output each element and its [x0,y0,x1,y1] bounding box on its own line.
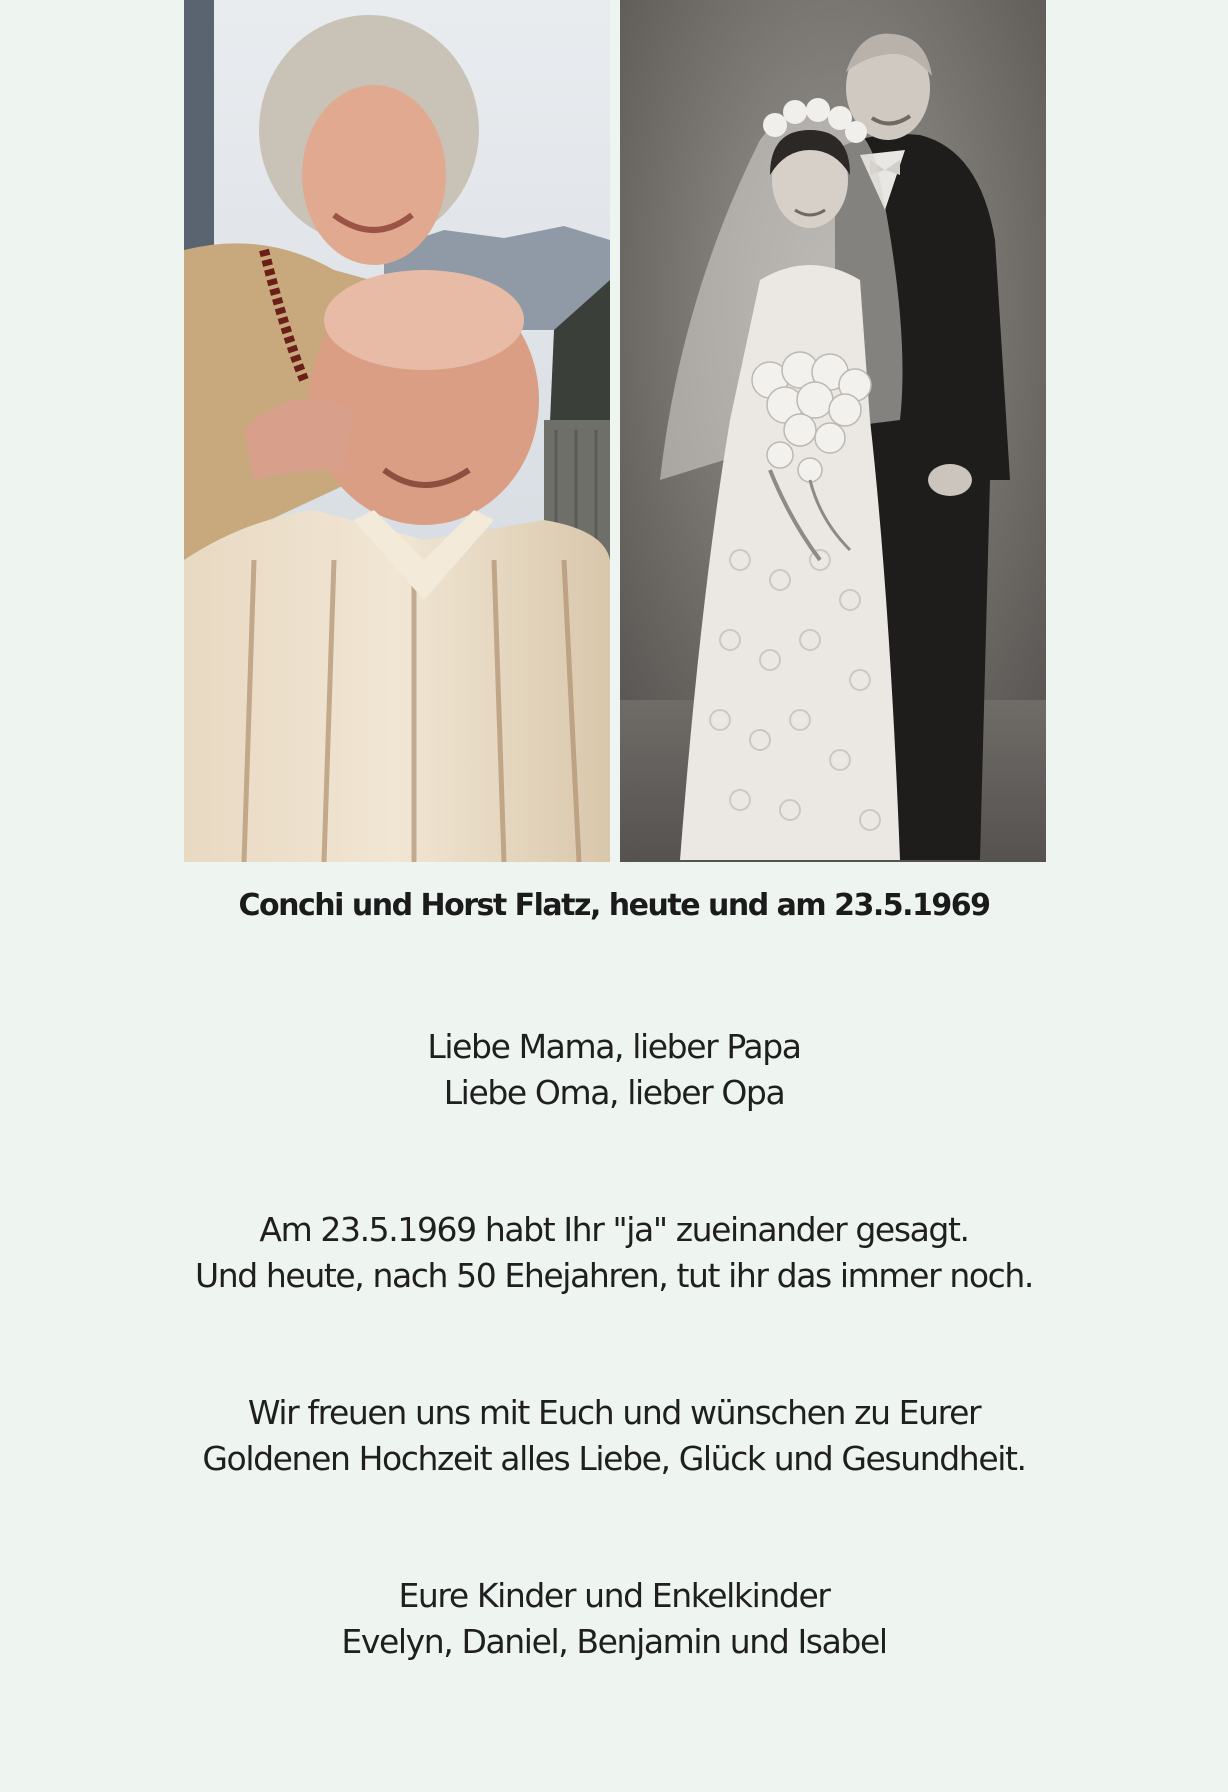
anniversary-message-line-2: Und heute, nach 50 Ehejahren, tut ihr das immer noch. [195,1256,1033,1295]
wishes-message [0,1390,1228,1482]
anniversary-message [0,1207,1228,1299]
signature [0,1573,1228,1665]
anniversary-message-line-1: Am 23.5.1969 habt Ihr "ja" zueinander gesagt. [259,1210,969,1249]
signature-line-1: Eure Kinder und Enkelkinder [398,1576,830,1615]
wedding-photo-image [620,0,1046,862]
signature-line-2: Evelyn, Daniel, Benjamin und Isabel [341,1622,887,1661]
greeting [0,1024,1228,1116]
greeting-line-2: Liebe Oma, lieber Opa [443,1073,785,1112]
greeting-line-1: Liebe Mama, lieber Papa [427,1027,801,1066]
wishes-message-line-2: Goldenen Hochzeit alles Liebe, Glück und Gesundheit. [202,1439,1026,1478]
recent-photo-image [184,0,610,862]
recent-photo-couple [184,0,610,862]
wishes-message-line-1: Wir freuen uns mit Euch und wünschen zu Eurer [247,1393,981,1432]
photo-caption: Conchi und Horst Flatz, heute und am 23.5.1969 [238,888,990,923]
wedding-photo-1969 [620,0,1046,862]
